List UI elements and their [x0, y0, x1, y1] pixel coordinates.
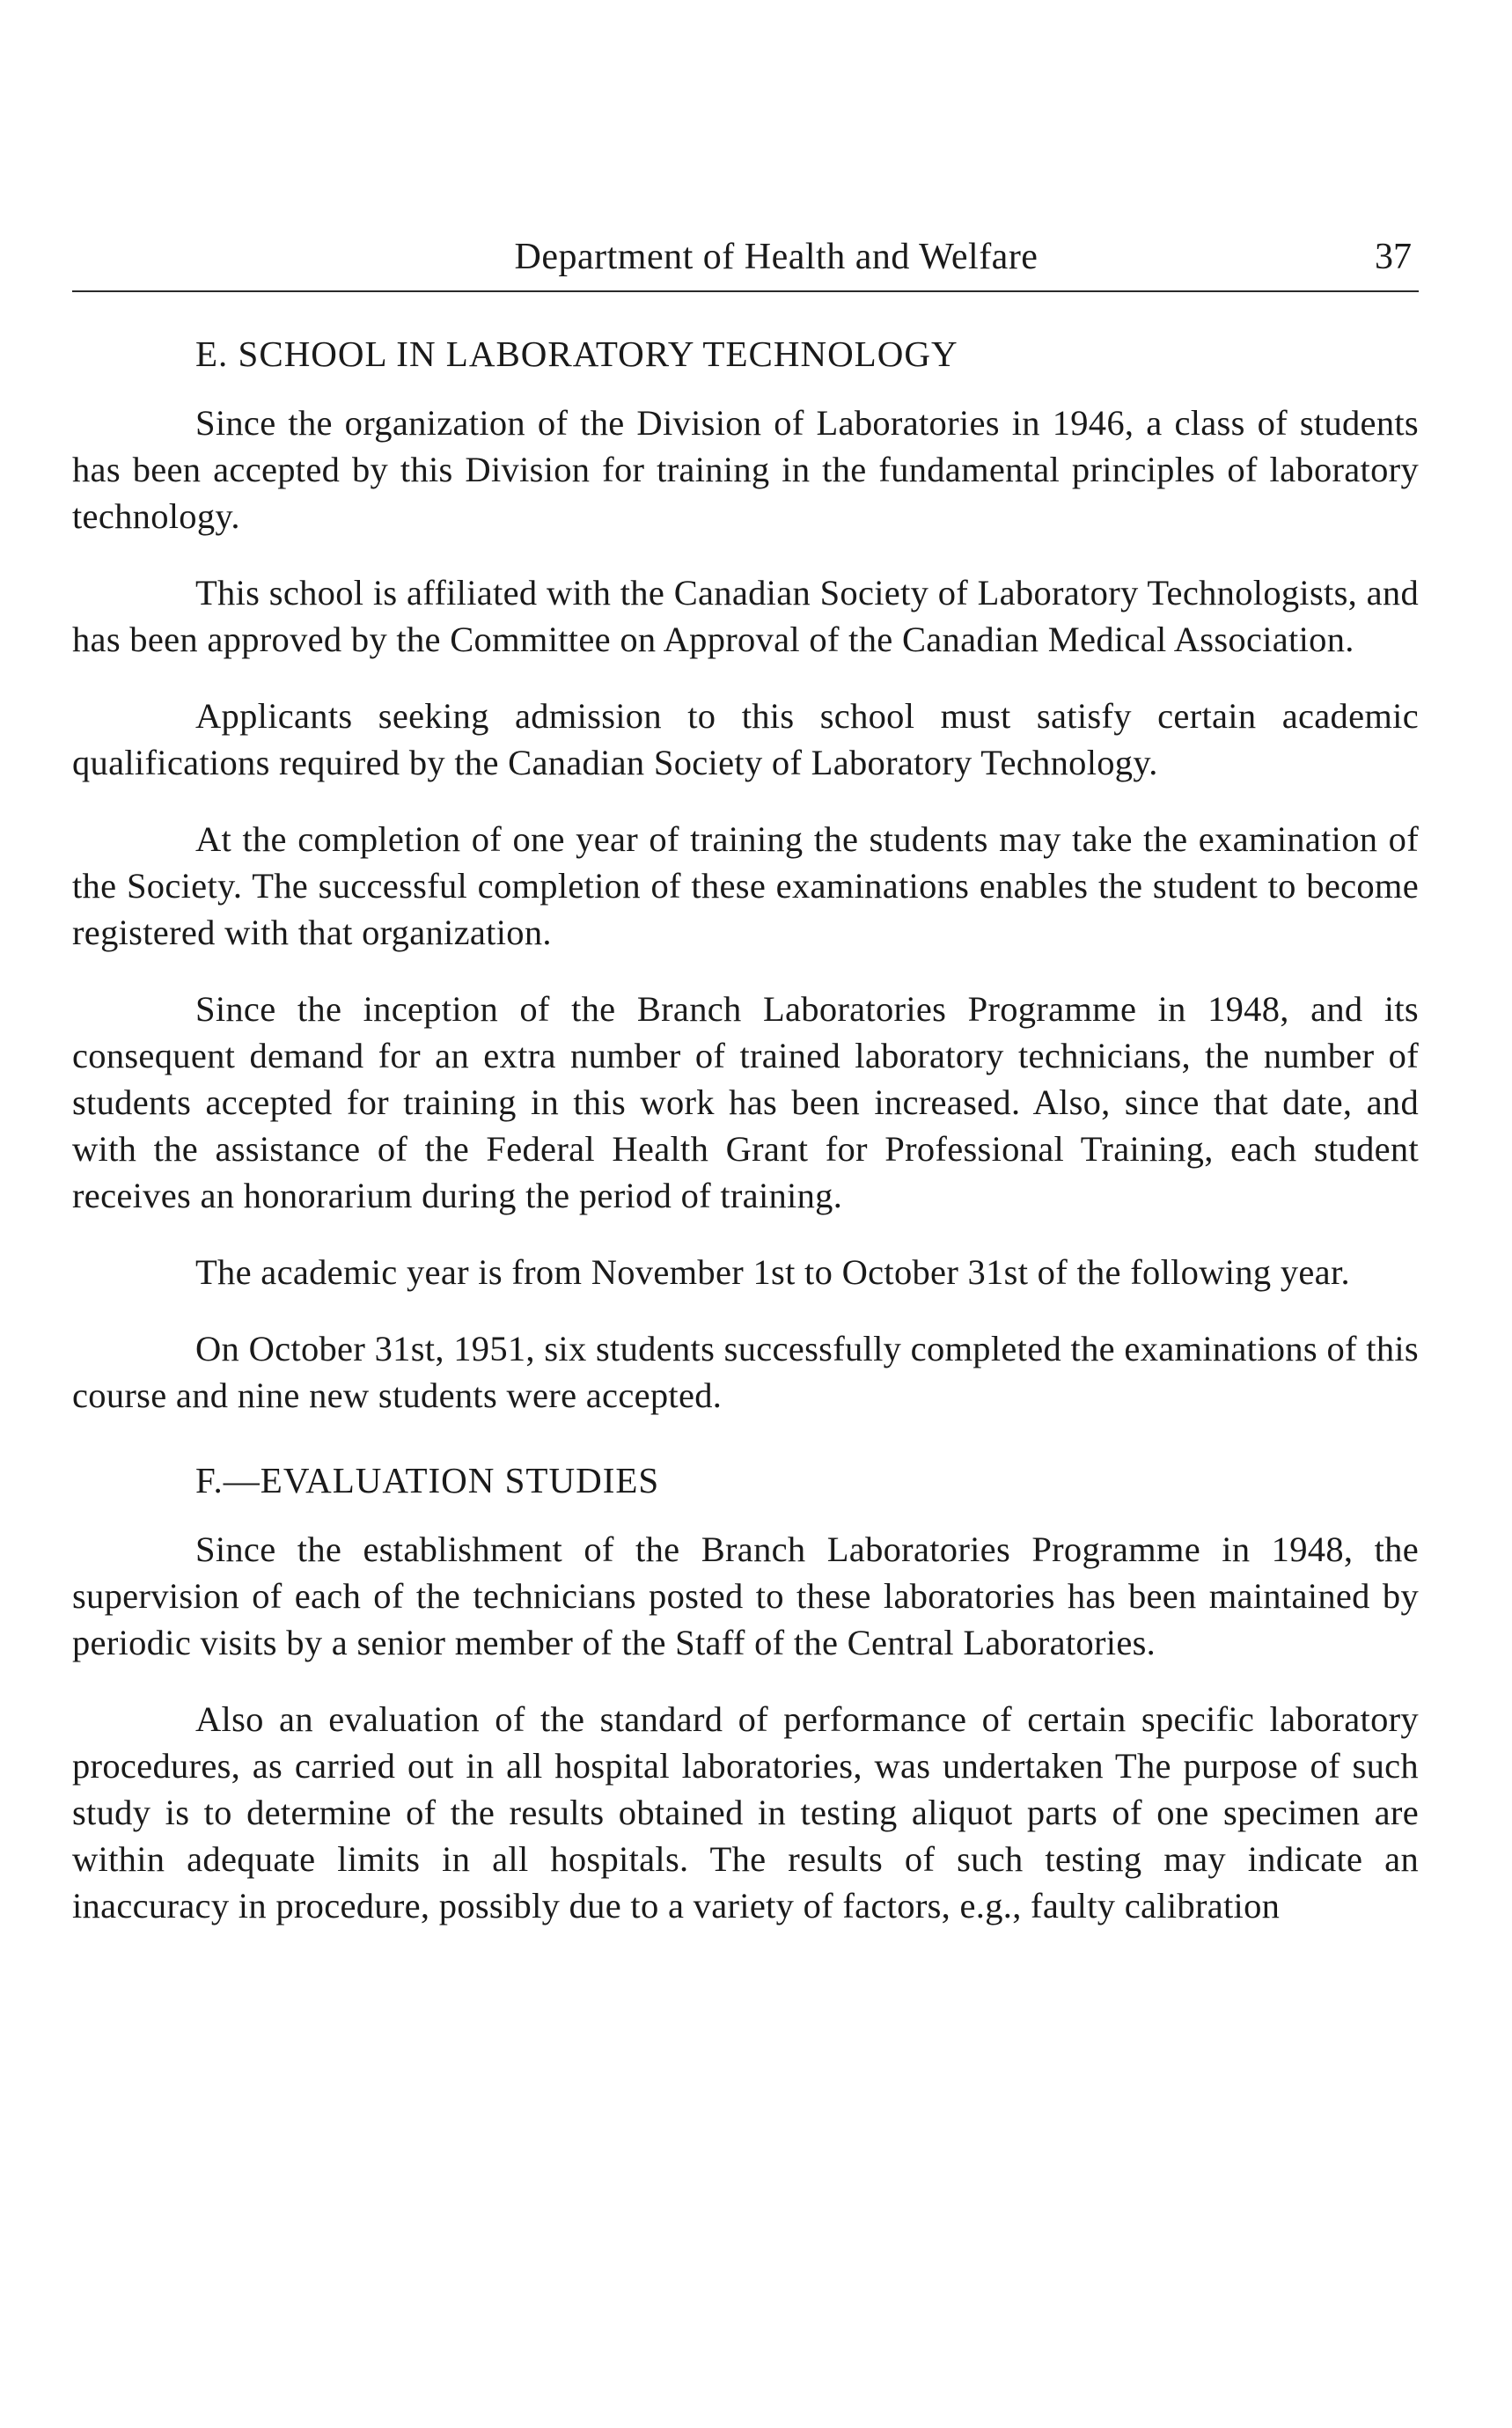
paragraph: Applicants seeking admission to this school must satisfy certain academic qualifications required by the Canadian Society of Laboratory Technology.	[72, 696, 1419, 782]
paragraph: At the completion of one year of training the students may take the examination of the Society. The successful completion of these examinations enables the student to become registered with that organization.	[72, 819, 1419, 952]
section-heading: F.—EVALUATION STUDIES	[195, 1460, 660, 1500]
paragraph: On October 31st, 1951, six students successfully completed the examinations of this course and nine new students were accepted.	[72, 1329, 1419, 1415]
paragraph: Since the organization of the Division of Laboratories in 1946, a class of students has been accepted by this Division for training in the fundamental principles of laboratory technology.	[72, 403, 1419, 536]
running-header-title: Department of Health and Welfare	[514, 237, 1039, 277]
running-header	[72, 236, 1419, 292]
paragraph: Also an evaluation of the standard of performance of certain specific laboratory procedures, as carried out in all hospital laboratories, was undertaken The purpose of such study is to determine of the results obtained in testing aliquot parts of one specimen are within adequate limits in all hospitals. The results of such testing may indicate an inaccuracy in procedure, possibly due to a variety of factors, e.g., faulty calibration	[72, 1699, 1419, 1926]
paragraph: The academic year is from November 1st to October 31st of the following year.	[195, 1252, 1350, 1292]
paragraph: Since the inception of the Branch Laboratories Programme in 1948, and its consequent demand for an extra number of trained laboratory technicians, the number of students accepted for training in this work has been increased. Also, since that date, and with the assistance of the Federal Health Grant for Professional Training, each student receives an honorarium during the period of training.	[72, 989, 1419, 1215]
section-evaluation-studies	[72, 1459, 1419, 1929]
page-number: 37	[1375, 237, 1412, 277]
paragraph: This school is affiliated with the Canadian Society of Laboratory Technologists, and has been approved by the Committee on Approval of the Canadian Medical Association.	[72, 573, 1419, 659]
section-school-laboratory-technology	[72, 333, 1419, 1419]
paragraph: Since the establishment of the Branch Laboratories Programme in 1948, the supervision of each of the technicians posted to these laboratories has been maintained by periodic visits by a senior member of the Staff of the Central Laboratories.	[72, 1529, 1419, 1662]
document-page	[72, 236, 1419, 1929]
section-heading: E. SCHOOL IN LABORATORY TECHNOLOGY	[195, 334, 958, 374]
